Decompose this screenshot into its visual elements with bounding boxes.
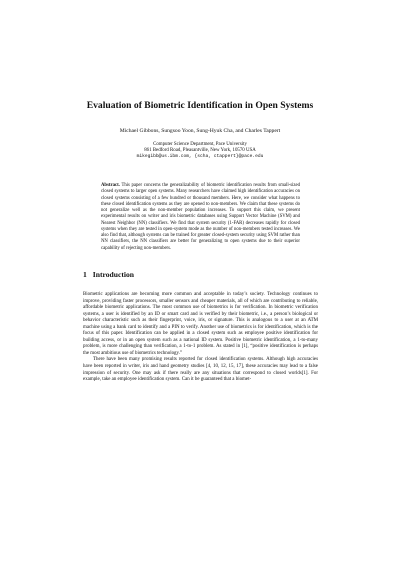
department: Computer Science Department, Pace University: [153, 142, 247, 147]
affiliation: [40, 142, 360, 161]
paragraph: Biometric applications are becoming more common and acceptable in today’s society. Technology continues to improve, providing faster processors, smaller sensors and cheaper materials, all of which are contributing to reliable, affordable biometric applications. The most common use of biometrics is for verification. In biometric verification systems, a user is identified by an ID or smart card and is verified by their biometric, i.e., a person’s biological or behavior characteristic such as their fingerprint, voice, iris, or signature. This is analogous to a user at an ATM machine using a bank card to identify and a PIN to verify. Another use of biometrics is for identification, which is the focus of this paper. Identification can be applied in a closed system such as employee positive identification for building access, or in an open system such as a national ID system. Positive biometric identification, a 1-to-many problem, is more challenging than verification, a 1-to-1 problem. As stated in [1], “positive identification is perhaps the most ambitious use of biometrics technology.”: [83, 292, 318, 356]
abstract: [101, 183, 300, 252]
section-number: 1: [83, 270, 87, 279]
section-body: [83, 292, 318, 384]
paragraph: There have been many promising results reported for closed identification systems. Although high accuracies have been reported in writer, iris and hand geometry studies [4, 10, 12, 15, 17], these accuracies may lead to a false impression of security. One may ask if there really are any situations that correspond to closed worlds[1]. For example, take an employee identification system. Can it be guaranteed that a biomet-: [83, 357, 318, 383]
paper-title: Evaluation of Biometric Identification in Open Systems: [86, 100, 314, 111]
section-title: Introduction: [92, 270, 135, 279]
abstract-label: Abstract.: [101, 183, 120, 188]
section-heading: [83, 270, 134, 280]
author-list: Michael Gibbons, Sungsoo Yoon, Sung-Hyuk Cha, and Charles Tappert: [119, 128, 281, 134]
abstract-text: This paper concerns the generalizability of biometric identification results from small-sized closed systems to larger open systems. Many researchers have claimed high identification accuracies on closed systems consisting of a few hundred or thousand members. Here, we consider what happens to these closed identification systems as they are opened to non-members. We claim that these systems do not generalize well as the non-member population increases. To support this claim, we present experimental results on writer and iris biometric databases using Support Vector Machine (SVM) and Nearest Neighbor (NN) classifiers. We find that system security (1-FAR) decreases rapidly for closed systems when they are tested in open-system mode as the number of non-members tested increases. We also find that, although systems can be trained for greater closed-system security using SVM rather than NN classifiers, the NN classifiers are better for generalizing to open systems due to their superior capability of rejecting non-members.: [101, 183, 300, 251]
email-addresses: mikegibb@us.ibm.com, {scha, ctappert}@pace.edu: [136, 154, 264, 160]
address: 861 Bedford Road, Pleasantville, New York, 10570 USA: [144, 148, 256, 154]
